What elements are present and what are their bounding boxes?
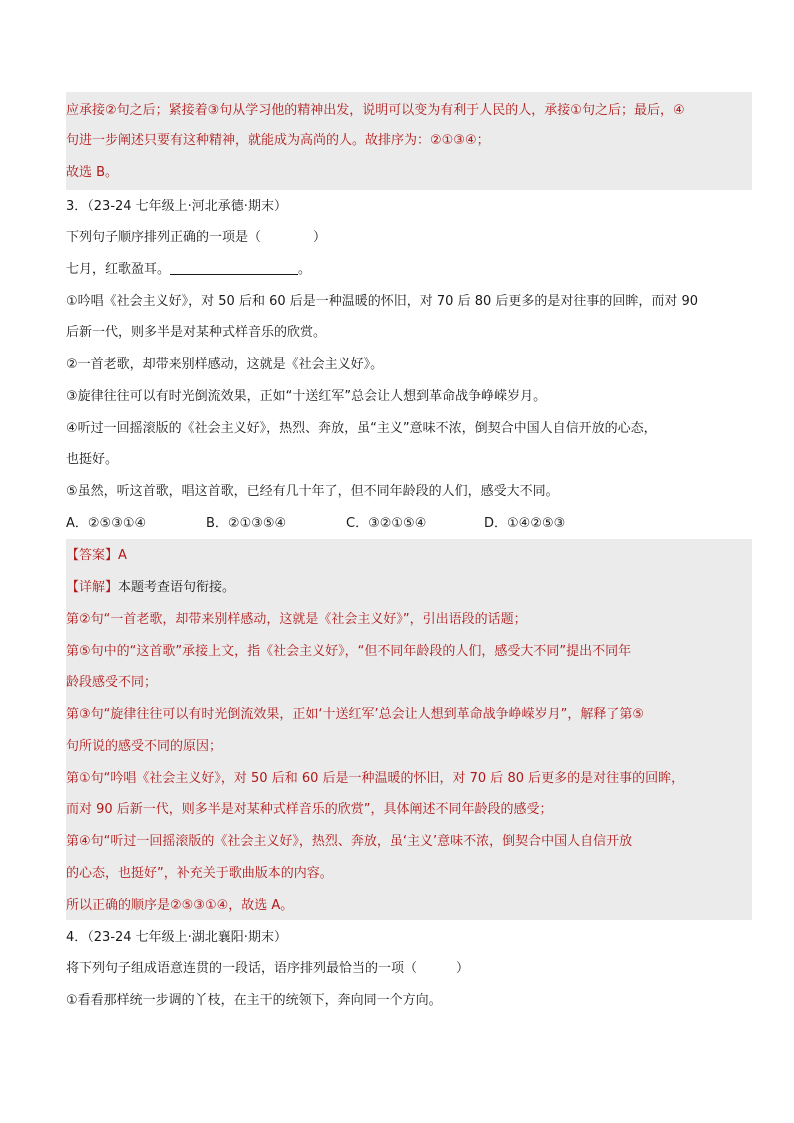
- answer-value: A: [118, 548, 127, 563]
- detail-tag: 【详解】: [66, 580, 119, 595]
- options-row: [66, 514, 565, 534]
- explanation-line: 句所说的感受不同的原因；: [66, 739, 223, 754]
- lead-text: 七月，红歌盈耳。: [66, 262, 171, 277]
- explanation-line: 句进一步阐述只要有这种精神，就能成为高尚的人。故排序为：②①③④；: [66, 133, 490, 148]
- lead-end: 。: [298, 262, 312, 277]
- question-4-stem: 将下列句子组成语意连贯的一段话，语序排列最恰当的一项（ ）: [66, 961, 470, 976]
- sentence-4: ④听过一回摇滚版的《社会主义好》，热烈、奔放，虽“主义”意味不浓，倒契合中国人自信开放的心态，: [66, 421, 657, 436]
- answer-tag: 【答案】: [66, 548, 119, 563]
- sentence-1: ①吟唱《社会主义好》，对 50 后和 60 后是一种温暖的怀旧，对 70 后 80 后更多的是对往事的回眸，而对 90: [66, 294, 699, 309]
- explanation-line: 第④句“听过一回摇滚版的《社会主义好》，热烈、奔放，虽‘主义’意味不浓，倒契合中国人自信开放: [66, 834, 633, 849]
- sentence-5: ⑤虽然，听这首歌，唱这首歌，已经有几十年了，但不同年龄段的人们，感受大不同。: [66, 484, 559, 499]
- question-3-stem: 下列句子顺序排列正确的一项是（ ）: [66, 230, 327, 245]
- question-3-lead: [66, 260, 311, 280]
- detail-line: [66, 578, 235, 598]
- explanation-line: 应承接②句之后；紧接着③句从学习他的精神出发，说明可以变为有利于人民的人，承接①句之后；最后，④: [66, 103, 685, 118]
- conclusion-line: 所以正确的顺序是②⑤③①④，故选 A。: [66, 898, 294, 913]
- sentence-3: ③旋律往往可以有时光倒流效果，正如“十送红军”总会让人想到革命战争峥嵘岁月。: [66, 389, 547, 404]
- option-d: D．①④②⑤③: [484, 516, 566, 531]
- sentence-1-cont: 后新一代，则多半是对某种式样音乐的欣赏。: [66, 325, 327, 340]
- option-a: A．②⑤③①④: [66, 516, 147, 531]
- explanation-line: 第①句“吟唱《社会主义好》，对 50 后和 60 后是一种温暖的怀旧，对 70 后 80 后更多的是对往事的回眸，: [66, 771, 685, 786]
- detail-intro: 本题考查语句衔接。: [118, 580, 236, 595]
- explanation-line: 而对 90 后新一代，则多半是对某种式样音乐的欣赏”，具体阐述不同年龄段的感受；: [66, 802, 553, 817]
- question-3-header: 3．（23-24 七年级上·河北承德·期末）: [66, 199, 287, 214]
- explanation-line: 故选 B。: [66, 165, 119, 180]
- fill-blank: [170, 260, 298, 275]
- answer-line: [66, 546, 127, 566]
- question-4-sentence-1: ①看看那样统一步调的丫枝，在主干的统领下，奔向同一个方向。: [66, 993, 442, 1008]
- explanation-line: 第⑤句中的“这首歌”承接上文，指《社会主义好》，“但不同年龄段的人们，感受大不同”提出不同年: [66, 644, 632, 659]
- sentence-4-cont: 也挺好。: [66, 452, 119, 467]
- explanation-line: 龄段感受不同；: [66, 675, 158, 690]
- explanation-line: 的心态，也挺好”，补充关于歌曲版本的内容。: [66, 866, 333, 881]
- explanation-line: 第③句“旋律往往可以有时光倒流效果，正如‘十送红军’总会让人想到革命战争峥嵘岁月”，解释了第⑤: [66, 707, 645, 722]
- option-b: B．②①③⑤④: [206, 516, 287, 531]
- question-4-header: 4．（23-24 七年级上·湖北襄阳·期末）: [66, 930, 287, 945]
- explanation-line: 第②句“一首老歌，却带来别样感动，这就是《社会主义好》”，引出语段的话题；: [66, 612, 527, 627]
- sentence-2: ②一首老歌，却带来别样感动，这就是《社会主义好》。: [66, 357, 384, 372]
- option-c: C．③②①⑤④: [346, 516, 427, 531]
